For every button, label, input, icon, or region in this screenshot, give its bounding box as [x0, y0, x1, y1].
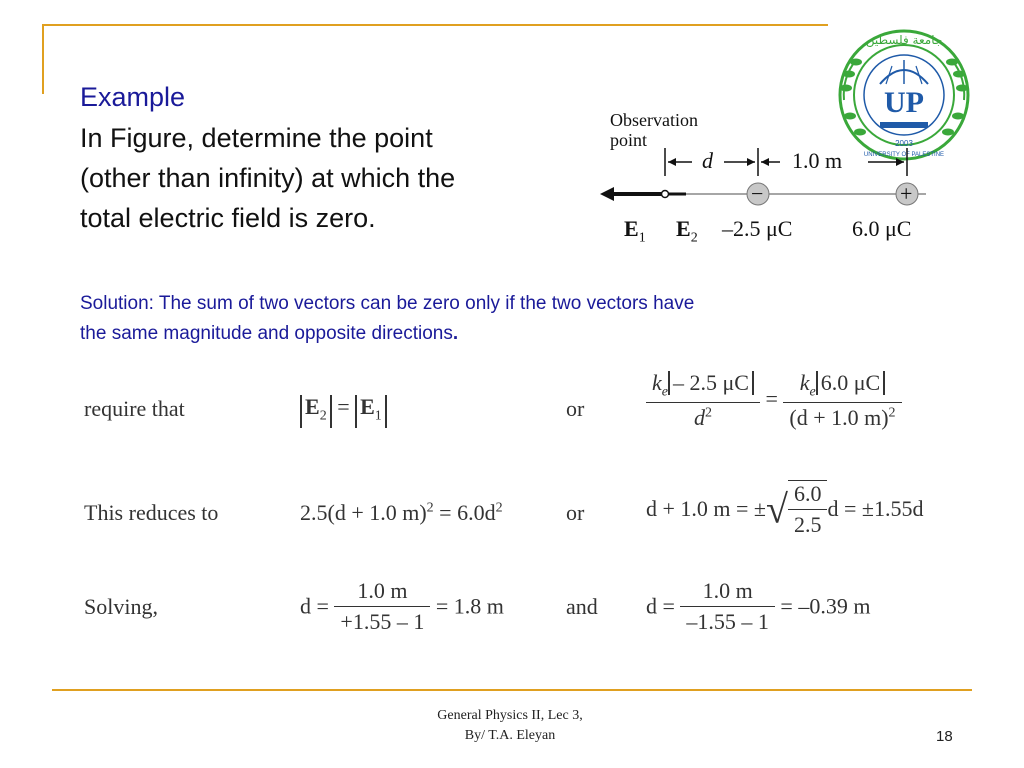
eq-row2-lhs: 2.5(d + 1.0 $m)^2 = 6.0d^2$ — [300, 500, 503, 525]
eq-row2-root-equation: d + 1.0 m = ±√ $\frac{6.0}{2.5}$ d = ±1.55d — [646, 481, 924, 537]
eq-row1-fraction-equation: $\frac{k_e - 2.5 \mu C}{d^2}$ = $\frac{k_e 6.0 \mu C}{(d + 1.0 m)^2}$ — [646, 370, 902, 431]
eq-row1-magnitudes: $E_2 = E_1$ — [300, 394, 387, 428]
frame-top-line — [42, 24, 828, 26]
footer-course: General Physics II, Lec 3, — [437, 708, 583, 723]
eq-row1-right-fraction: $\frac{k_e 6.0 \mu C}{(d + 1.0 m)^2}$ — [783, 370, 901, 431]
problem-line-2: (other than infinity) at which the — [80, 163, 456, 193]
problem-line-3: total electric field is zero. — [80, 203, 376, 233]
charge-q1-label: –2.5 μC — [722, 216, 793, 241]
logo-arabic-text: جامعة فلسطين — [865, 33, 943, 47]
eq-row1-label: require that — [84, 396, 185, 421]
eq-row3-and: and — [566, 594, 598, 619]
logo-initials: UP — [884, 86, 924, 119]
page-number: 18 — [936, 728, 953, 745]
sqrt-icon: √ — [766, 486, 788, 532]
problem-line-1: In Figure, determine the point — [80, 123, 433, 153]
logo-year: 2003 — [895, 139, 913, 148]
e2-label: $E_2$ — [676, 216, 698, 246]
footer-author: By/ T.A. Eleyan — [464, 728, 556, 743]
eq-row3-solution-2: d = $\frac{1.0 m}{-1.55 - 1}$ = –0.39 m — [646, 578, 871, 634]
charge-figure — [596, 106, 936, 256]
eq-row1-left-fraction: $\frac{k_e - 2.5 \mu C}{d^2}$ — [646, 370, 760, 431]
footer-line — [52, 689, 972, 691]
solution-line-2: the same magnitude and opposite directions. — [80, 323, 459, 344]
observation-label-line1: Observation — [610, 110, 698, 130]
negative-charge-sign: − — [751, 181, 764, 206]
eq-row1-or: or — [566, 396, 585, 421]
distance-d-label: d — [702, 148, 713, 173]
observation-label-line2: point — [610, 130, 648, 150]
eq-row3-label: Solving, — [84, 594, 158, 619]
solution-line-1: Solution: The sum of two vectors can be zero only if the two vectors have — [80, 293, 695, 314]
e1-label: $E_1$ — [624, 216, 646, 246]
eq-row2-or: or — [566, 500, 585, 525]
positive-charge-sign: + — [900, 181, 913, 206]
eq-row3-solution-1: d = $\frac{1.0 m}{+1.55 - 1}$ = 1.8 m — [300, 578, 504, 634]
eq-row2-label: This reduces to — [84, 500, 219, 525]
distance-1m-label: 1.0 m — [792, 148, 843, 173]
logo-ring-text: UNIVERSITY OF PALESTINE — [863, 152, 945, 158]
charge-q2-label: 6.0 μC — [852, 216, 912, 241]
slide-heading: Example — [80, 82, 186, 112]
frame-left-line — [42, 24, 44, 94]
